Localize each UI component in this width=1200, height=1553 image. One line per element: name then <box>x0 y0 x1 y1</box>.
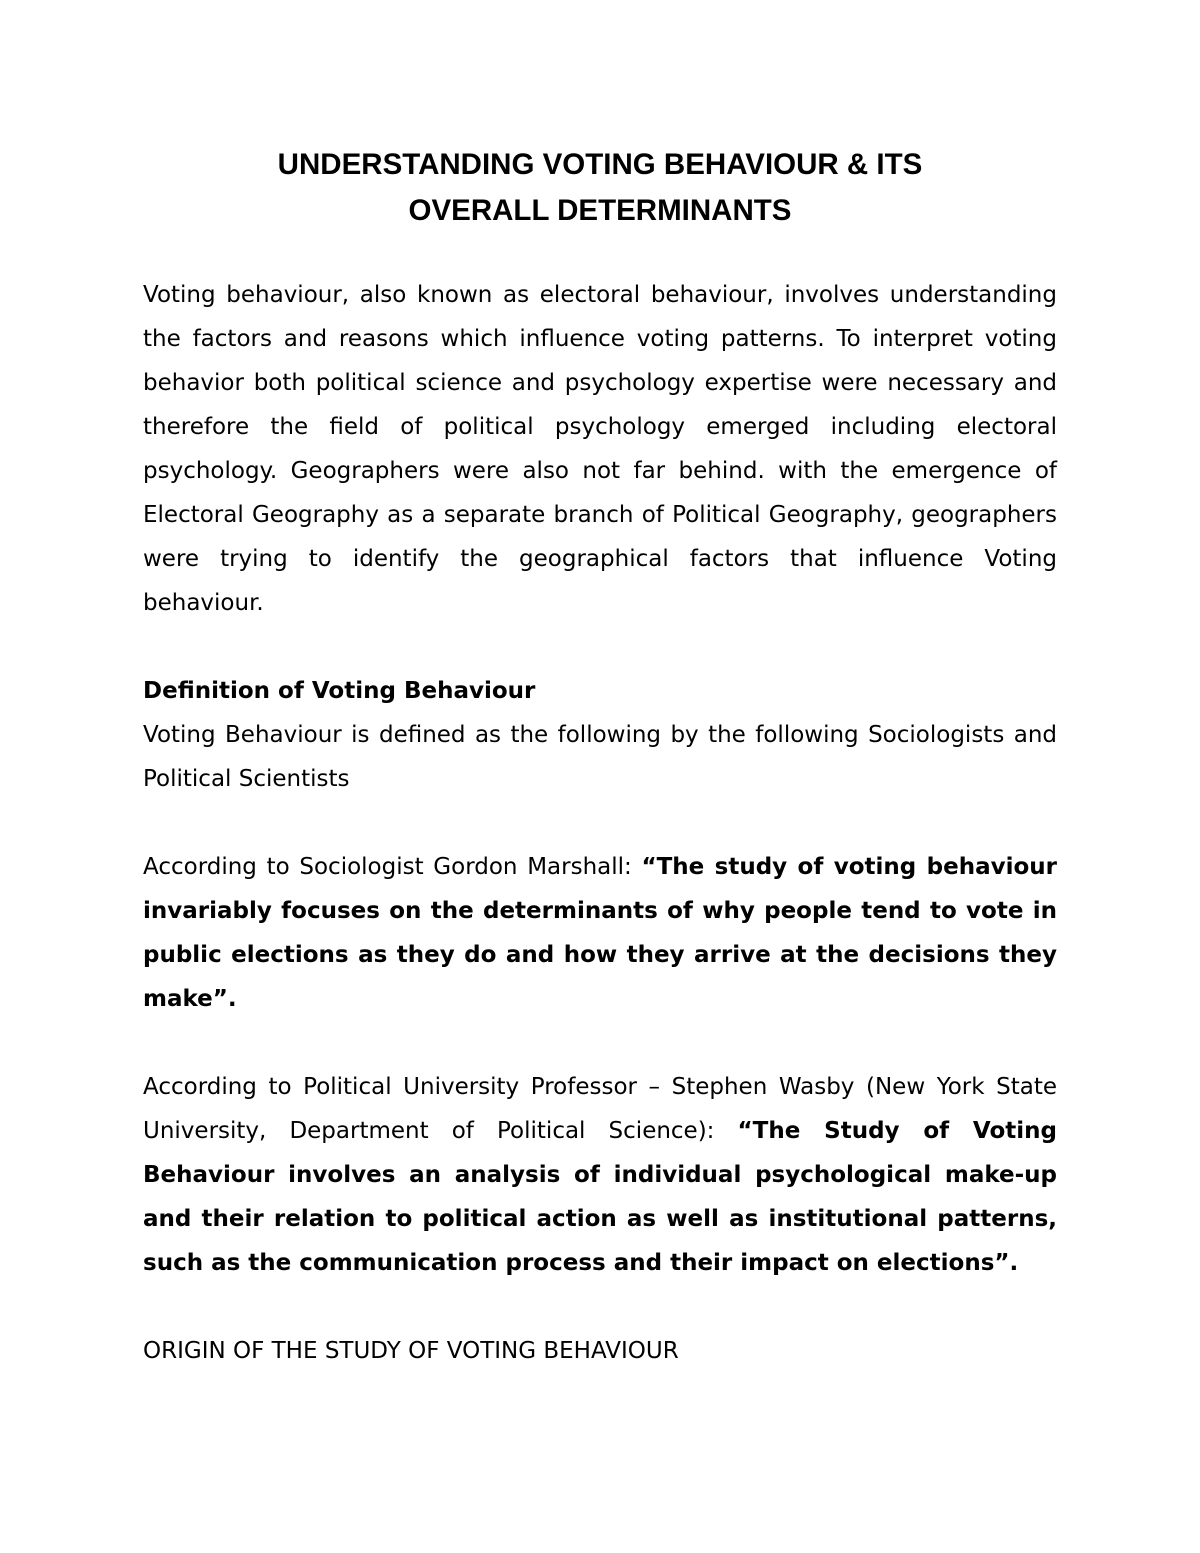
wasby-paragraph <box>143 1065 1057 1285</box>
definition-heading: Definition of Voting Behaviour <box>143 678 536 704</box>
intro-paragraph: Voting behaviour, also known as electoral behaviour, involves understanding the factors and reasons which influence voting patterns. To interpret voting behavior both political science and psychology expertise were necessary and therefore the field of political psychology emerged including electoral psychology. Geographers were also not far behind. with the emergence of Electoral Geography as a separate branch of Political Geography, geographers were trying to identify the geographical factors that influence Voting behaviour. <box>143 282 1057 616</box>
title-line-1: UNDERSTANDING VOTING BEHAVIOUR & ITS <box>277 148 923 181</box>
marshall-quote: “The study of voting behaviour invariably focuses on the determinants of why people tend to vote in public elections as they do and how they arrive at the decisions they make”. <box>143 854 1058 1012</box>
wasby-intro: According to Political University Professor – Stephen Wasby (New York State University, Department of Political Science): <box>143 1074 1057 1144</box>
document-title <box>130 142 1070 234</box>
marshall-paragraph <box>143 845 1057 1021</box>
wasby-quote: “The Study of Voting Behaviour involves an analysis of individual psychological make-up and their relation to political action as well as institutional patterns, such as the communication process and their impact on elections”. <box>143 1118 1057 1276</box>
origin-heading: ORIGIN OF THE STUDY OF VOTING BEHAVIOUR <box>143 1338 679 1364</box>
marshall-intro: According to Sociologist Gordon Marshall: <box>143 854 642 880</box>
title-line-2: OVERALL DETERMINANTS <box>408 194 792 227</box>
definition-paragraph: Voting Behaviour is defined as the following by the following Sociologists and Political Scientists <box>143 722 1057 792</box>
